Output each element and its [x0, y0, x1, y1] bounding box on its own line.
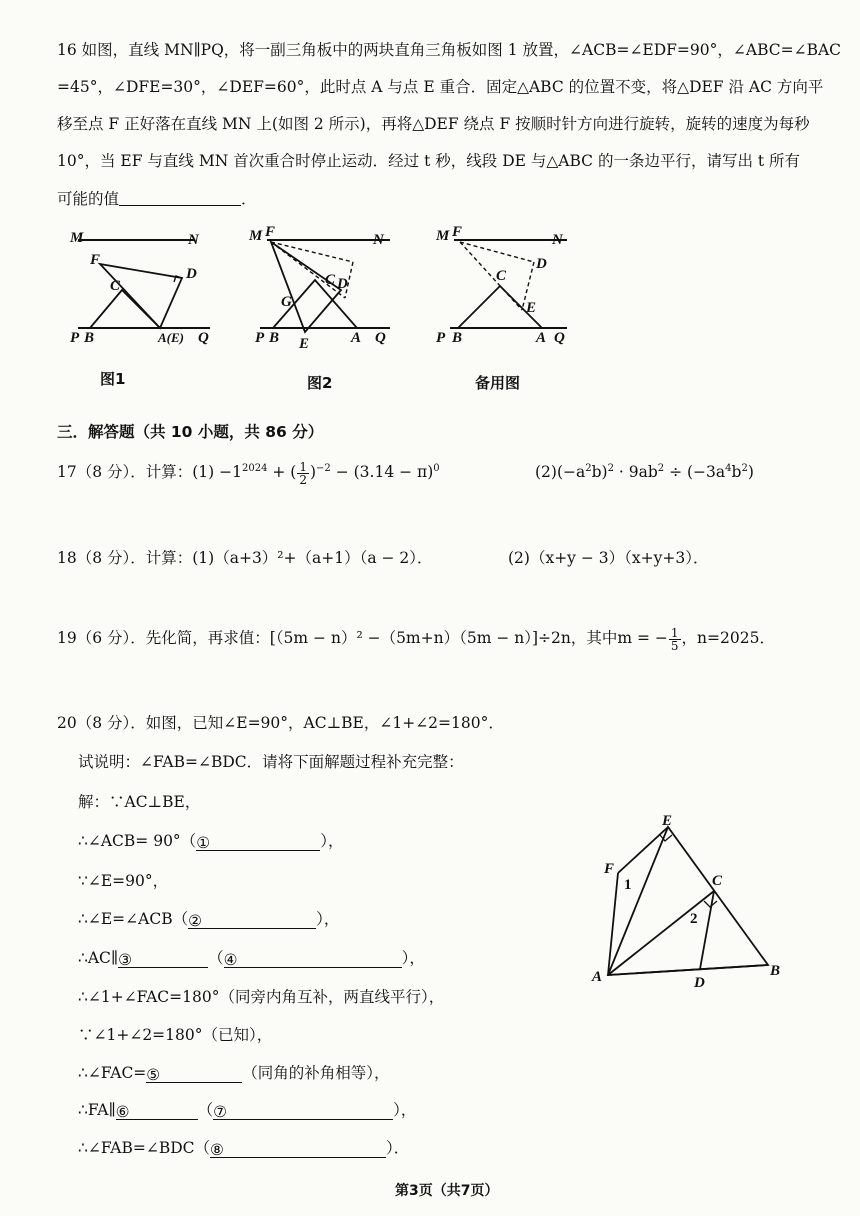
fig3-label-E: E: [526, 300, 537, 316]
fig1-label-P: P: [70, 330, 80, 346]
figure-3-backup: [432, 220, 577, 350]
fig3-label-A: A: [536, 330, 547, 346]
q20-step4: ∴AC∥③ （④ ），: [78, 949, 425, 969]
fraction-one-fifth: $\frac{1}{5}$: [670, 625, 679, 653]
fig3-label-D: D: [536, 256, 547, 272]
fig3-label-Q: Q: [554, 330, 565, 346]
answer-blank-7[interactable]: ⑦: [213, 1103, 393, 1120]
fig2-label-Q: Q: [375, 330, 386, 346]
fig2-label-C: C: [325, 272, 336, 288]
q16-line3: 移至点 F 正好落在直线 MN 上(如图 2 所示)，再将△DEF 绕点 F 按顺时针方向进行旋转，旋转的速度为每秒: [57, 115, 810, 133]
fig1-label-M: M: [70, 230, 84, 246]
fig1-label-N: N: [188, 232, 199, 248]
figure-q20: [590, 815, 790, 990]
answer-blank-1[interactable]: ①: [196, 834, 320, 851]
fig2-label-B: B: [269, 330, 280, 346]
fig2-label-P: P: [255, 330, 265, 346]
q20-step2: ∵∠E=90°，: [78, 872, 169, 890]
fraction-one-half: $\frac{1}{2}$: [299, 459, 307, 487]
q19-text: 19（6 分）．先化简，再求值：[（5m − n）² −（5m+n）（5m − n）]÷2n，其中m = − $\frac{1}{5}$ ，n=2025．: [57, 625, 775, 653]
q16-line4: 10°，当 EF 与直线 MN 首次重合时停止运动．经过 t 秒，线段 DE 与△ABC 的一条边平行，请写出 t 所有: [57, 152, 801, 170]
figure-1: [60, 220, 230, 350]
q20-step9: ∴∠FAB=∠BDC（⑧ ）．: [78, 1139, 410, 1159]
q20-label-E: E: [662, 815, 673, 829]
q20-step7: ∴∠FAC=⑤ （同角的补角相等），: [78, 1064, 390, 1084]
fig2-label-E: E: [299, 336, 310, 352]
q20-line3: 解：∵AC⊥BE，: [78, 793, 201, 811]
fig1-label-C: C: [110, 278, 121, 294]
fig2-label-G: G: [281, 294, 292, 310]
fig3-label-C: C: [496, 268, 507, 284]
fig2-label-N: N: [373, 232, 384, 248]
q17-part2: $(2)(-a^2b)^2 \cdot 9ab^2 \div (-3a^4b^2)$: [535, 463, 754, 482]
fig1-label-Q: Q: [198, 330, 209, 346]
answer-blank-2[interactable]: ②: [188, 912, 316, 929]
q20-label-2: 2: [690, 911, 698, 927]
fig3-caption: 备用图: [475, 374, 521, 392]
q20-step8: ∴FA∥⑥ （⑦ ），: [78, 1101, 417, 1121]
fig1-caption: 图1: [100, 370, 126, 388]
fig2-label-D: D: [337, 276, 348, 292]
fig3-label-N: N: [552, 232, 563, 248]
q20-label-A: A: [592, 969, 603, 985]
q20-step1: ∴∠ACB= 90°（① ），: [78, 832, 344, 852]
fig2-caption: 图2: [307, 374, 333, 392]
fig3-label-P: P: [436, 330, 446, 346]
q20-step6: ∵∠1+∠2=180°（已知），: [78, 1026, 273, 1044]
answer-blank-6[interactable]: ⑥: [116, 1103, 198, 1120]
fig1-label-B: B: [84, 330, 95, 346]
q20-line1: 20（8 分）．如图，已知∠E=90°，AC⊥BE，∠1+∠2=180°．: [57, 714, 504, 732]
fig2-label-M: M: [249, 228, 263, 244]
fig3-label-M: M: [436, 228, 450, 244]
q16-line1: 16 如图，直线 MN∥PQ，将一副三角板中的两块直角三角板如图 1 放置，∠ACB=∠EDF=90°，∠ABC=∠BAC: [57, 41, 842, 59]
fig1-label-AE: A(E): [158, 330, 184, 345]
answer-blank-q16[interactable]: [119, 189, 241, 206]
fig2-label-F: F: [265, 224, 276, 240]
fig3-label-B: B: [452, 330, 463, 346]
q20-step5: ∴∠1+∠FAC=180°（同旁内角互补，两直线平行），: [78, 988, 445, 1006]
answer-blank-4[interactable]: ④: [224, 951, 402, 968]
page-footer: 第3页（共7页）: [395, 1183, 499, 1199]
fig2-label-A: A: [351, 330, 362, 346]
q20-step3: ∴∠E=∠ACB（② ），: [78, 910, 340, 930]
q20-label-B: B: [770, 963, 781, 979]
fig1-label-D: D: [186, 266, 197, 282]
q20-label-D: D: [694, 975, 705, 990]
answer-blank-8[interactable]: ⑧: [210, 1141, 386, 1158]
q18-part2: (2)（x+y − 3）（x+y+3）．: [508, 549, 709, 567]
q16-line2: =45°，∠DFE=30°，∠DEF=60°，此时点 A 与点 E 重合．固定△ABC 的位置不变，将△DEF 沿 AC 方向平: [57, 78, 824, 96]
section-title: 三．解答题（共 10 小题，共 86 分）: [57, 423, 324, 441]
q20-label-F: F: [604, 861, 615, 877]
q20-line2: 试说明：∠FAB=∠BDC．请将下面解题过程补充完整：: [78, 753, 464, 771]
fig3-label-F: F: [452, 224, 463, 240]
q18-part1: 18（8 分）．计算：(1)（a+3）²+（a+1）（a − 2）．: [57, 549, 433, 567]
q17-part1: 17（8 分）．计算：$(1) -1^{2024}$ + ( $\frac{1}{2}$ )$^{-2} - (3.14 - \pi)^0$: [57, 459, 440, 487]
figure-2: [245, 220, 395, 355]
answer-blank-5[interactable]: ⑤: [146, 1066, 242, 1083]
q20-label-1: 1: [624, 877, 632, 893]
q16-line5: 可能的值 ．: [57, 190, 257, 208]
answer-blank-3[interactable]: ③: [118, 951, 208, 968]
fig1-label-F: F: [90, 252, 101, 268]
q20-label-C: C: [712, 873, 723, 889]
